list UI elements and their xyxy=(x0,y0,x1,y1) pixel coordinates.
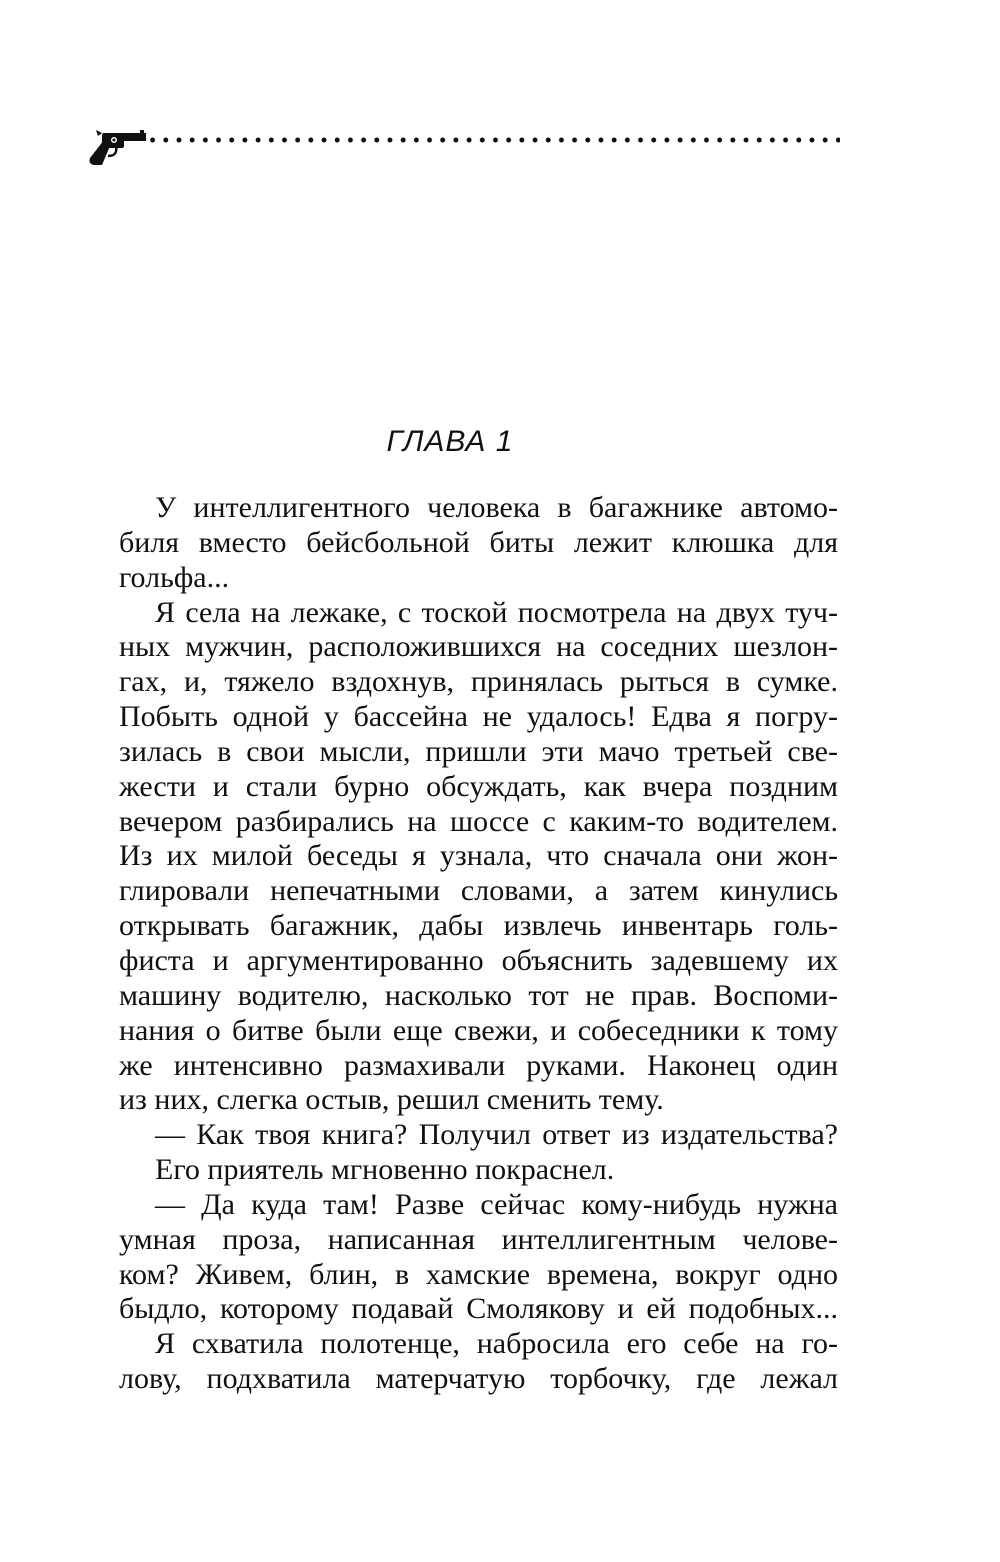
text-line: лову, подхватила матерчатую торбочку, где лежал xyxy=(119,1362,838,1396)
text-line: глировали непечатными словами, а затем кинулись xyxy=(119,874,838,908)
text-line: ных мужчин, расположившихся на соседних шезлон- xyxy=(119,630,838,664)
text-line: Из их милой беседы я узнала, что сначала они жон- xyxy=(119,839,838,873)
text-line: Побыть одной у бассейна не удалось! Едва я погру- xyxy=(119,700,838,734)
text-line: Его приятель мгновенно покраснел. xyxy=(155,1153,615,1187)
text-line: машину водителю, насколько тот не прав. Воспоми- xyxy=(119,978,838,1012)
text-line: жести и стали бурно обсуждать, как вчера поздним xyxy=(119,769,838,803)
text-line: же интенсивно размахивали руками. Наконец один xyxy=(119,1048,838,1082)
text-line: биля вместо бейсбольной биты лежит клюшка для xyxy=(119,525,838,559)
text-line: Я схватила полотенце, набросила его себе на го- xyxy=(155,1327,838,1361)
chapter-title: ГЛАВА 1 xyxy=(386,425,514,458)
text-line: — Как твоя книга? Получил ответ из издательства? xyxy=(155,1118,838,1152)
text-line: ком? Живем, блин, в хамские времена, вокруг одно xyxy=(119,1257,838,1291)
text-line: нания о битве были еще свежи, и собеседники к тому xyxy=(119,1013,838,1047)
text-line: Я села на лежаке, с тоской посмотрела на двух туч- xyxy=(155,595,838,629)
text-line: гах, и, тяжело вздохнув, принялась рыться в сумке. xyxy=(119,665,838,699)
body-text xyxy=(119,491,838,1397)
header-ornament xyxy=(88,126,848,166)
text-line: — Да куда там! Разве сейчас кому-нибудь нужна xyxy=(155,1187,838,1221)
text-line: У интеллигентного человека в багажнике автомо- xyxy=(155,491,838,524)
dotted-rule xyxy=(146,137,840,143)
text-line: открывать багажник, дабы извлечь инвентарь голь- xyxy=(119,909,838,943)
text-line: умная проза, написанная интеллигентным челове- xyxy=(119,1222,838,1256)
text-line: вечером разбирались на шоссе с каким-то водителем. xyxy=(119,804,838,838)
revolver-icon xyxy=(88,130,146,166)
text-line: из них, слегка остыв, решил сменить тему. xyxy=(119,1083,664,1117)
text-line: фиста и аргументированно объяснить задевшему их xyxy=(119,943,838,977)
text-line: зилась в свои мысли, пришли эти мачо третьей све- xyxy=(119,734,838,768)
text-line: гольфа... xyxy=(119,560,230,594)
text-line: быдло, которому подавай Смолякову и ей подобных... xyxy=(119,1292,838,1326)
